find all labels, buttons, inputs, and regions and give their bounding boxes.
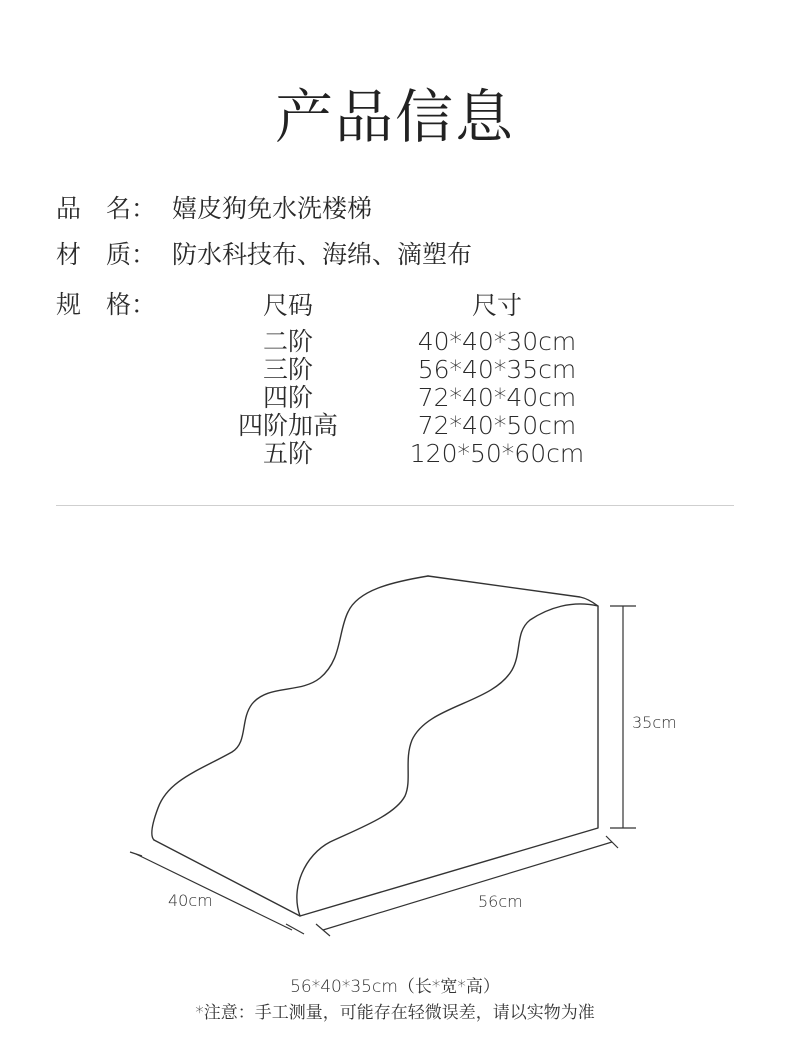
product-name-value: 嬉皮狗免水洗楼梯 [172, 194, 373, 223]
spec-dimension-cell: 120*50*60cm [409, 439, 585, 468]
spec-size-cell: 二阶 [262, 327, 313, 356]
product-name-label: 品 名： [56, 194, 157, 223]
spec-size-cell: 四阶加高 [237, 411, 338, 440]
product-name-row [56, 192, 372, 226]
length-dimension-label: 56cm [478, 892, 523, 911]
page-title: 产品信息 [274, 83, 515, 151]
material-row [56, 238, 472, 272]
spec-dimension-cell: 72*40*50cm [417, 411, 577, 440]
measurement-note: *注意：手工测量，可能存在轻微误差，请以实物为准 [195, 1003, 595, 1023]
spec-label: 规 格： [56, 290, 157, 319]
spec-header-size: 尺码 [262, 291, 313, 320]
spec-row [56, 288, 172, 322]
spec-dimension-cell: 40*40*30cm [417, 327, 577, 356]
spec-dimension-cell: 72*40*40cm [417, 383, 577, 412]
height-dimension-label: 35cm [632, 713, 677, 732]
material-label: 材 质： [56, 240, 157, 269]
section-divider [56, 505, 734, 506]
material-value: 防水科技布、海绵、滴塑布 [172, 240, 473, 269]
width-dimension-label: 40cm [168, 891, 213, 910]
spec-dimension-cell: 56*40*35cm [417, 355, 577, 384]
spec-size-cell: 四阶 [262, 383, 313, 412]
spec-size-cell: 五阶 [262, 439, 313, 468]
spec-header-dimension: 尺寸 [471, 291, 522, 320]
spec-size-cell: 三阶 [262, 355, 313, 384]
pet-stairs-outline-drawing [0, 560, 790, 950]
overall-dimensions-caption: 56*40*35cm（长*宽*高） [290, 977, 500, 997]
